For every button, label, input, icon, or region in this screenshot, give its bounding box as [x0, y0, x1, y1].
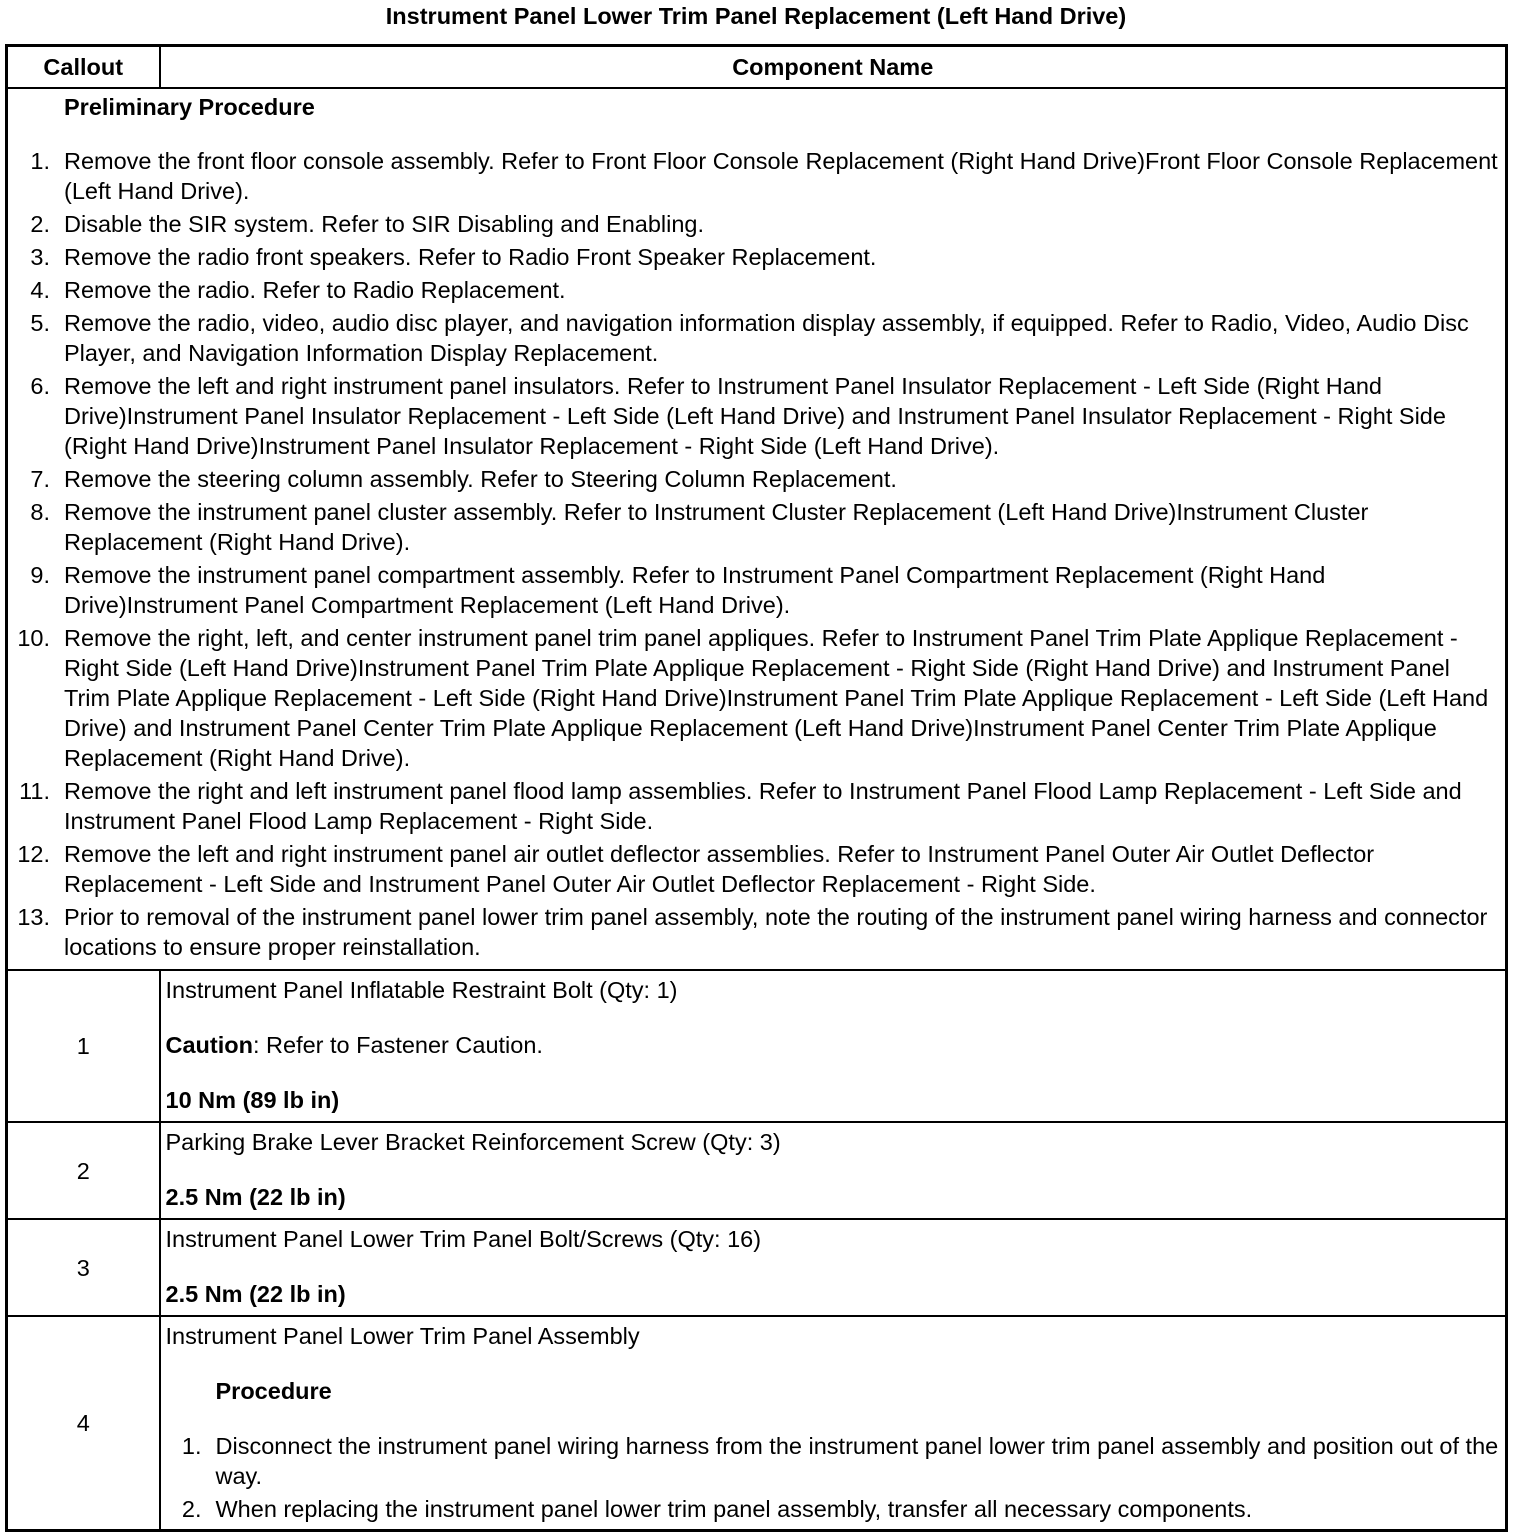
preliminary-steps	[8, 146, 1499, 962]
step-text: Disable the SIR system. Refer to SIR Disabling and Enabling.	[64, 211, 705, 237]
step-number: 8.	[30, 499, 50, 525]
list-item	[8, 209, 1499, 239]
page-title: Instrument Panel Lower Trim Panel Replacement (Left Hand Drive)	[385, 3, 1127, 29]
list-item	[8, 242, 1499, 272]
step-text: Remove the right, left, and center instrument panel trim panel appliques. Refer to Instrument Panel Trim Plate Applique Replacement - Right Side (Left Hand Drive)Instrument Panel Trim Plate Applique Replacement - Right Side (Right Hand Drive) and Instrument Panel Trim Plate Applique Replacement - Left Side (Right Hand Drive)Instrument Panel Trim Plate Applique Replacement - Left Side (Left Hand Drive) and Instrument Panel Center Trim Plate Applique Replacement (Left Hand Drive)Instrument Panel Center Trim Plate Applique Replacement (Right Hand Drive).	[64, 625, 1489, 771]
list-item	[166, 1494, 1500, 1524]
step-number: 13.	[17, 904, 50, 930]
step-text: Remove the instrument panel cluster assembly. Refer to Instrument Cluster Replacement (Left Hand Drive)Instrument Cluster Replacement (Right Hand Drive).	[64, 499, 1369, 555]
header-component-name: Component Name	[160, 46, 1507, 89]
callout-cell: 2	[7, 1122, 160, 1219]
procedure-steps	[166, 1431, 1500, 1524]
step-number: 6.	[30, 373, 50, 399]
torque-spec: 10 Nm (89 lb in)	[165, 1087, 340, 1113]
torque-spec: 2.5 Nm (22 lb in)	[165, 1281, 346, 1307]
step-number: 9.	[30, 562, 50, 588]
component-cell	[160, 1316, 1507, 1531]
preliminary-row	[7, 88, 1507, 970]
step-number: 4.	[30, 277, 50, 303]
step-text: Remove the right and left instrument panel flood lamp assemblies. Refer to Instrument Panel Flood Lamp Replacement - Left Side and Instrument Panel Flood Lamp Replacement - Right Side.	[64, 778, 1462, 834]
component-cell	[160, 1219, 1507, 1316]
step-text: Remove the steering column assembly. Refer to Steering Column Replacement.	[64, 466, 897, 492]
step-number: 10.	[17, 625, 50, 651]
component-table	[5, 44, 1508, 1532]
list-item	[8, 275, 1499, 305]
step-number: 11.	[19, 778, 50, 804]
table-row	[7, 1316, 1507, 1531]
caution-text: : Refer to Fastener Caution.	[252, 1032, 543, 1058]
callout-cell: 3	[7, 1219, 160, 1316]
list-item	[8, 308, 1499, 368]
component-name: Instrument Panel Lower Trim Panel Bolt/Screws (Qty: 16)	[165, 1226, 762, 1252]
list-item	[8, 146, 1499, 206]
step-text: Remove the front floor console assembly. Refer to Front Floor Console Replacement (Right Hand Drive)Front Floor Console Replacement (Left Hand Drive).	[64, 148, 1498, 204]
component-cell	[160, 970, 1507, 1122]
torque-spec: 2.5 Nm (22 lb in)	[165, 1184, 346, 1210]
step-number: 2.	[181, 1496, 202, 1522]
table-row	[7, 1122, 1507, 1219]
step-number: 2.	[30, 211, 50, 237]
preliminary-heading: Preliminary Procedure	[64, 94, 315, 120]
component-name: Instrument Panel Lower Trim Panel Assembly	[165, 1323, 640, 1349]
header-callout: Callout	[7, 46, 160, 89]
list-item	[8, 560, 1499, 620]
step-number: 3.	[30, 244, 50, 270]
component-name: Instrument Panel Inflatable Restraint Bolt (Qty: 1)	[165, 977, 678, 1003]
step-text: Remove the left and right instrument panel insulators. Refer to Instrument Panel Insulator Replacement - Left Side (Right Hand Drive)Instrument Panel Insulator Replacement - Left Side (Left Hand Drive) and Instrument Panel Insulator Replacement - Right Side (Right Hand Drive)Instrument Panel Insulator Replacement - Right Side (Left Hand Drive).	[64, 373, 1446, 459]
caution-label: Caution	[165, 1032, 253, 1058]
component-cell	[160, 1122, 1507, 1219]
step-number: 1.	[30, 148, 50, 174]
step-number: 5.	[30, 310, 50, 336]
list-item	[8, 371, 1499, 461]
list-item	[8, 902, 1499, 962]
list-item	[8, 464, 1499, 494]
list-item	[8, 497, 1499, 557]
callout-cell: 4	[7, 1316, 160, 1531]
table-header-row	[7, 46, 1507, 89]
list-item	[8, 623, 1499, 773]
caution-note	[166, 1030, 1500, 1060]
step-text: Prior to removal of the instrument panel lower trim panel assembly, note the routing of the instrument panel wiring harness and connector locations to ensure proper reinstallation.	[64, 904, 1488, 960]
step-text: Remove the radio, video, audio disc player, and navigation information display assembly, if equipped. Refer to Radio, Video, Audio Disc Player, and Navigation Information Display Replacement.	[64, 310, 1469, 366]
step-number: 7.	[30, 466, 50, 492]
preliminary-cell	[7, 88, 1507, 970]
list-item	[8, 839, 1499, 899]
callout-cell: 1	[7, 970, 160, 1122]
step-text: Remove the radio front speakers. Refer to Radio Front Speaker Replacement.	[64, 244, 877, 270]
table-row	[7, 1219, 1507, 1316]
step-text: Disconnect the instrument panel wiring harness from the instrument panel lower trim panel assembly and position out of the way.	[215, 1433, 1499, 1489]
step-number: 12.	[17, 841, 50, 867]
list-item	[8, 776, 1499, 836]
step-number: 1.	[181, 1433, 202, 1459]
list-item	[166, 1431, 1500, 1491]
table-row	[7, 970, 1507, 1122]
step-text: When replacing the instrument panel lower trim panel assembly, transfer all necessary components.	[215, 1496, 1253, 1522]
step-text: Remove the instrument panel compartment assembly. Refer to Instrument Panel Compartment Replacement (Right Hand Drive)Instrument Panel Compartment Replacement (Left Hand Drive).	[64, 562, 1326, 618]
step-text: Remove the radio. Refer to Radio Replacement.	[64, 277, 566, 303]
step-text: Remove the left and right instrument panel air outlet deflector assemblies. Refer to Instrument Panel Outer Air Outlet Deflector Replacement - Left Side and Instrument Panel Outer Air Outlet Deflector Replacement - Right Side.	[64, 841, 1375, 897]
component-name: Parking Brake Lever Bracket Reinforcement Screw (Qty: 3)	[165, 1129, 781, 1155]
procedure-heading: Procedure	[215, 1378, 332, 1404]
